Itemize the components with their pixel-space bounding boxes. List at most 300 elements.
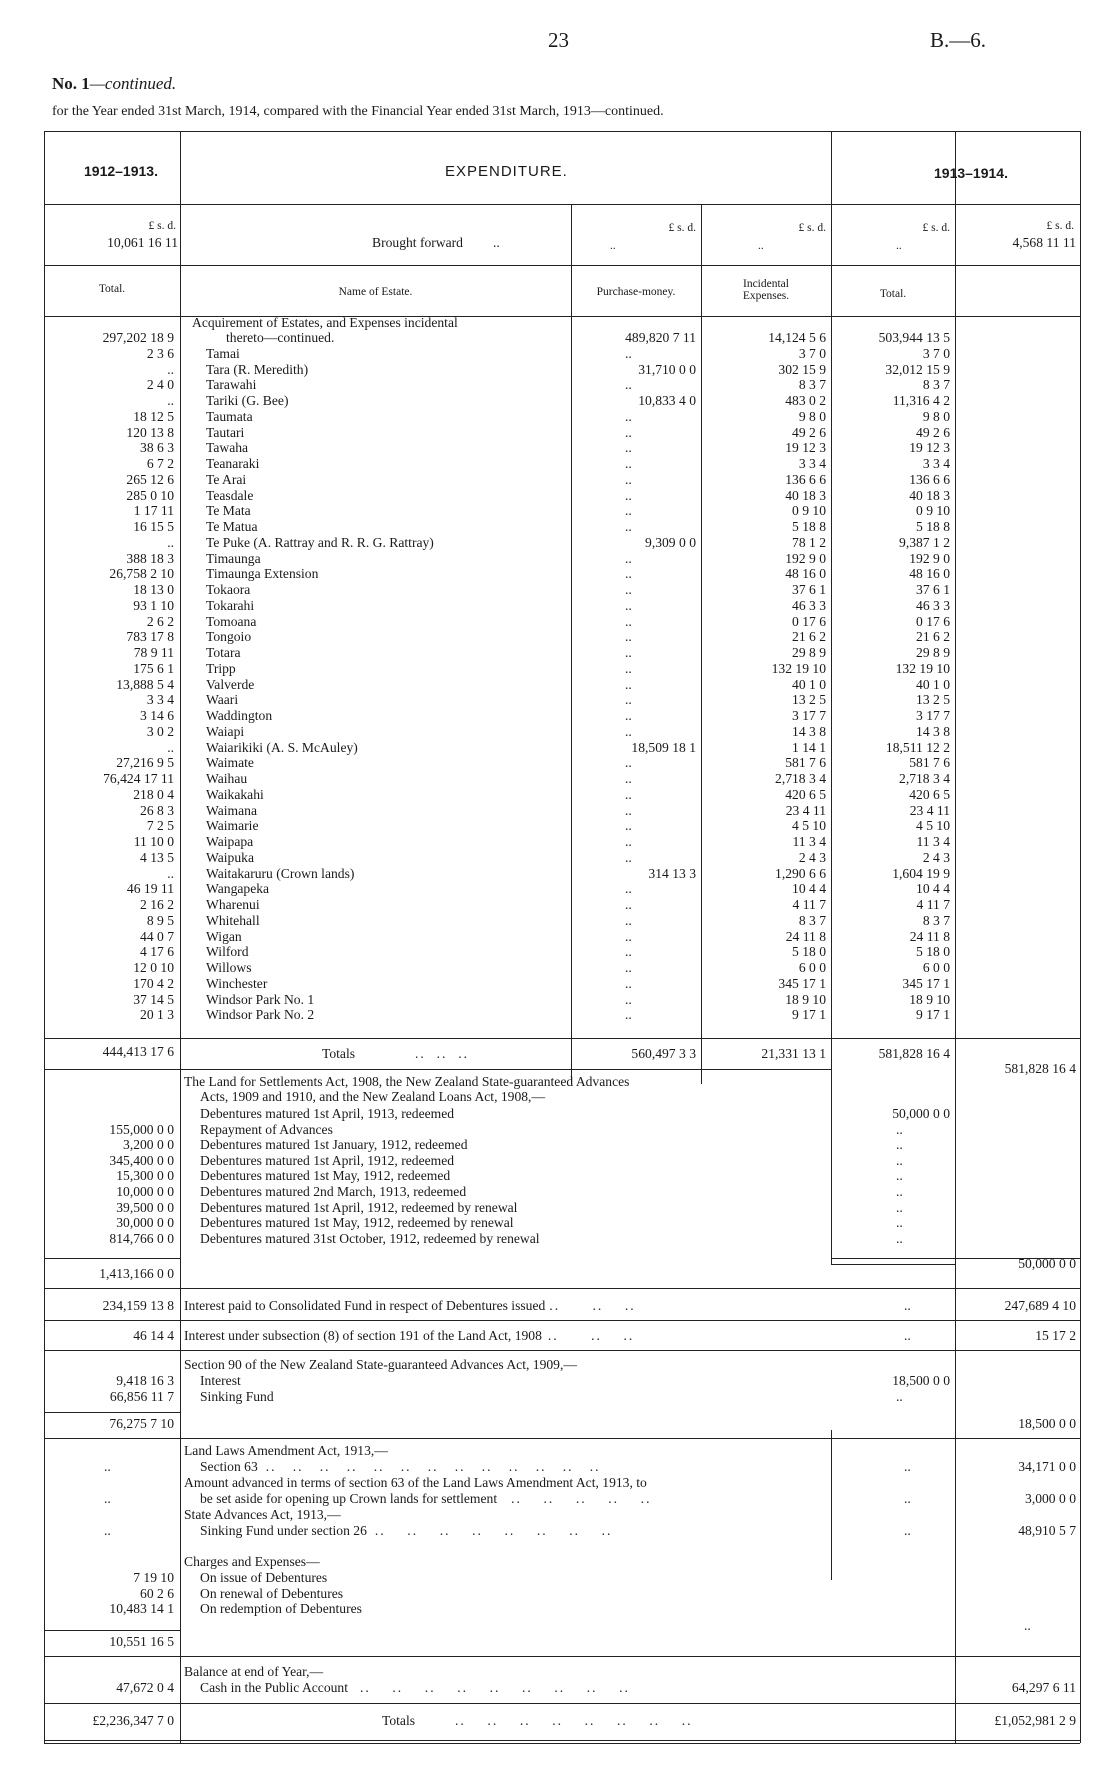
estate-1913-value: 37 14 5 xyxy=(133,991,174,1007)
estate-1913-value: 20 1 3 xyxy=(140,1007,174,1023)
estate-total-1914: 21 6 2 xyxy=(916,629,950,645)
estate-1913-value: 3 14 6 xyxy=(140,708,174,723)
estate-name xyxy=(206,755,254,771)
table-number xyxy=(52,74,176,94)
estate-total-1914: 2,718 3 4 xyxy=(899,771,950,786)
estate-incidental-expenses: 40 1 0 xyxy=(792,676,826,692)
estate-incidental-expenses: 3 7 0 xyxy=(798,345,826,361)
interest-sub-label: Interest under subsection (8) of section 191 of the Land Act, 1908 .. .. .. xyxy=(184,1328,635,1343)
estate-incidental-expenses: 302 15 9 xyxy=(778,361,826,377)
estate-purchase-money: 489,820 7 11 xyxy=(625,330,696,345)
land-act-1913-value: 15,300 0 0 xyxy=(116,1168,174,1184)
estate-purchase-money: .. xyxy=(625,771,632,786)
estate-name xyxy=(206,551,261,567)
estate-name-text: Teanaraki xyxy=(206,456,260,471)
col-header-purchase-money: Purchase-money. xyxy=(596,286,676,298)
estate-name xyxy=(206,913,260,929)
estate-1913-value: .. xyxy=(167,534,174,550)
estate-purchase-money: .. xyxy=(625,440,632,456)
sinking-fund-26-total: .. xyxy=(904,1523,911,1538)
estate-1913-value: 388 18 3 xyxy=(126,550,174,566)
estate-1913-value: 18 12 5 xyxy=(133,408,174,424)
estate-purchase-money: .. xyxy=(625,660,632,676)
estate-name xyxy=(206,992,314,1008)
estate-name-text: Waipapa xyxy=(206,834,254,849)
estate-1913-value: .. xyxy=(167,393,174,408)
estate-total-1914: 40 18 3 xyxy=(909,487,950,503)
balance-1914: 64,297 6 11 xyxy=(1011,1680,1076,1695)
totals-1914: 581,828 16 4 xyxy=(1004,1061,1076,1076)
estate-1913-value: 27,216 9 5 xyxy=(116,755,174,771)
section90-item-label: Sinking Fund xyxy=(200,1388,274,1404)
land-act-rule-1914 xyxy=(831,1264,955,1265)
estate-1913-value: 12 0 10 xyxy=(133,960,174,975)
estate-1913-value: 2 6 2 xyxy=(146,613,174,629)
estate-1913-value: 4 13 5 xyxy=(140,849,174,865)
bf-purchase-currency: £ s. d. xyxy=(668,222,696,234)
estate-name xyxy=(206,661,236,677)
land-act-item-total: .. xyxy=(896,1184,903,1199)
estate-total-1914: 40 1 0 xyxy=(916,676,950,692)
estate-incidental-expenses: 420 6 5 xyxy=(785,786,826,802)
estate-name-text: Windsor Park No. 1 xyxy=(206,991,315,1007)
table-right-border xyxy=(1080,131,1081,1743)
estate-name-text: Tomoana xyxy=(206,613,257,629)
amount-advanced-1913: .. xyxy=(104,1491,111,1506)
estate-total-1914: 29 8 9 xyxy=(916,645,950,660)
land-act-subtotal-1913: 1,413,166 0 0 xyxy=(99,1266,174,1281)
estate-total-1914: 9 8 0 xyxy=(922,408,950,424)
estate-1913-value: 297,202 18 9 xyxy=(102,330,174,345)
land-act-item-label: Debentures matured 1st April, 1913, redeemed xyxy=(200,1106,455,1121)
estate-incidental-expenses: 48 16 0 xyxy=(785,566,826,582)
land-act-item-label: Debentures matured 2nd March, 1913, redeemed xyxy=(200,1184,467,1199)
estate-total-1914: 503,944 13 5 xyxy=(878,330,950,345)
estate-name xyxy=(206,976,267,992)
totals-label: Totals .. .. .. xyxy=(322,1046,470,1061)
land-act-item-label: Debentures matured 1st April, 1912, redeemed xyxy=(200,1152,455,1168)
estate-purchase-money: .. xyxy=(625,566,632,582)
estate-purchase-money: 9,309 0 0 xyxy=(645,534,696,550)
estate-name xyxy=(206,834,253,850)
estate-name xyxy=(206,409,253,425)
col-sep-incidental xyxy=(701,204,702,1084)
land-act-item-total: 50,000 0 0 xyxy=(892,1106,950,1121)
estate-name-text: Tripp xyxy=(206,660,236,676)
estate-name-text: Waikakahi xyxy=(206,786,264,802)
estate-name-text: Tawaha xyxy=(206,440,249,456)
section90-1913-value: 9,418 16 3 xyxy=(116,1373,174,1388)
bf-total-dots: .. xyxy=(896,240,902,252)
estate-purchase-money: .. xyxy=(625,456,632,471)
estate-name xyxy=(206,535,434,551)
estate-total-1914: 13 2 5 xyxy=(916,692,950,708)
estate-purchase-money: .. xyxy=(625,1007,632,1023)
estate-total-1914: 37 6 1 xyxy=(916,582,950,597)
bf-incidental-dots: .. xyxy=(758,240,764,252)
estate-incidental-expenses: 192 9 0 xyxy=(785,550,826,566)
estate-name-text: Totara xyxy=(206,645,241,660)
amount-advanced-total: .. xyxy=(904,1491,911,1506)
totals-total: 581,828 16 4 xyxy=(878,1046,950,1061)
section90-heading: Section 90 of the New Zealand State-guaranteed Advances Act, 1909,— xyxy=(184,1357,577,1372)
land-act-item-label: Debentures matured 31st October, 1912, redeemed by renewal xyxy=(200,1230,540,1246)
land-act-1913-value: 10,000 0 0 xyxy=(116,1184,174,1199)
land-act-item-label: Debentures matured 1st May, 1912, redeemed xyxy=(200,1168,451,1184)
estate-total-1914: 5 18 8 xyxy=(916,519,950,534)
bf-1913-currency: £ s. d. xyxy=(148,220,176,232)
estate-name-text: Te Puke (A. Rattray and R. R. G. Rattray) xyxy=(206,534,434,550)
land-act-subtotal-1914: 50,000 0 0 xyxy=(1018,1256,1076,1271)
estate-incidental-expenses: 2 4 3 xyxy=(798,849,826,865)
table-left-border xyxy=(44,131,45,1743)
page-number: 23 xyxy=(548,28,569,52)
estate-1913-value: 2 3 6 xyxy=(146,345,174,361)
estate-name xyxy=(206,425,244,441)
sinking-fund-26-1914: 48,910 5 7 xyxy=(1018,1523,1076,1538)
estate-name-text: Tokarahi xyxy=(206,597,255,613)
interest-rule xyxy=(44,1320,1080,1321)
estate-name xyxy=(206,866,354,882)
estate-name-text: Timaunga xyxy=(206,550,261,566)
estate-name xyxy=(206,519,258,535)
estate-total-1914: 132 19 10 xyxy=(895,660,950,676)
estate-1913-value: 120 13 8 xyxy=(126,424,174,440)
estate-total-1914: 192 9 0 xyxy=(909,550,950,566)
table-top-border xyxy=(44,131,1080,132)
col-header-1913-1914: 1913–1914. xyxy=(934,165,1008,181)
estate-1913-value: 8 9 5 xyxy=(146,912,174,928)
estate-purchase-money: .. xyxy=(625,692,632,708)
estate-incidental-expenses: 1 14 1 xyxy=(792,739,826,755)
estate-name xyxy=(206,881,269,897)
estate-1913-value: .. xyxy=(167,739,174,755)
estate-incidental-expenses: 23 4 11 xyxy=(785,802,826,818)
estate-total-1914: 32,012 15 9 xyxy=(885,361,950,377)
estate-total-1914: 11 3 4 xyxy=(916,834,950,849)
estate-purchase-money: .. xyxy=(625,471,632,487)
estate-purchase-money: .. xyxy=(625,519,632,534)
estate-name-text: Waitakaruru (Crown lands) xyxy=(206,865,355,881)
estate-name-text: Wigan xyxy=(206,928,242,944)
estate-total-1914: 0 17 6 xyxy=(916,613,950,629)
estate-incidental-expenses: 581 7 6 xyxy=(785,755,826,771)
charges-1913-value: 7 19 10 xyxy=(133,1570,174,1585)
estate-name xyxy=(206,598,254,614)
charges-heading: Charges and Expenses— xyxy=(184,1554,320,1569)
land-act-item-total: .. xyxy=(896,1121,903,1137)
interest-paid-total: .. xyxy=(904,1298,911,1313)
estate-name xyxy=(206,692,238,708)
estate-incidental-expenses: 483 0 2 xyxy=(785,393,826,408)
col-header-1912-1913: 1912–1913. xyxy=(84,163,158,179)
estate-name-text: Waipuka xyxy=(206,849,254,865)
estate-name xyxy=(206,614,256,630)
estate-total-1914: 4 5 10 xyxy=(916,818,950,834)
estate-1913-value: 265 12 6 xyxy=(126,471,174,487)
estate-name-text: Te Matua xyxy=(206,519,258,534)
estate-total-1914: 11,316 4 2 xyxy=(892,393,950,408)
estate-purchase-money: .. xyxy=(625,613,632,629)
table-bottom-border xyxy=(44,1740,1080,1741)
interest-paid-1914: 247,689 4 10 xyxy=(1004,1298,1076,1313)
estate-total-1914: 5 18 0 xyxy=(916,944,950,960)
estate-purchase-money: .. xyxy=(625,897,632,912)
section90-item-label: Interest xyxy=(200,1373,241,1388)
estate-incidental-expenses: 19 12 3 xyxy=(785,440,826,456)
col-header-incidental xyxy=(701,278,831,302)
estate-purchase-money: .. xyxy=(625,645,632,660)
estate-purchase-money: 314 13 3 xyxy=(648,865,696,881)
sinking-fund-26-1913: .. xyxy=(104,1523,111,1538)
estate-1913-value: 11 10 0 xyxy=(133,834,174,849)
estate-incidental-expenses: 9 17 1 xyxy=(792,1007,826,1023)
sinking-fund-26-label: Sinking Fund under section 26 .. .. .. .. .. .. .. .. xyxy=(200,1523,613,1538)
header-rule-1 xyxy=(44,204,1080,205)
balance-1913: 47,672 0 4 xyxy=(116,1680,174,1695)
estate-name-text: Waddington xyxy=(206,708,273,723)
estate-purchase-money: .. xyxy=(625,582,632,597)
estate-name xyxy=(206,393,288,409)
estate-name-text: Teasdale xyxy=(206,487,254,503)
interest-sub-1914: 15 17 2 xyxy=(1035,1328,1076,1343)
estate-total-1914: 18 9 10 xyxy=(909,991,950,1007)
charges-item-label: On renewal of Debentures xyxy=(200,1585,344,1601)
balance-heading: Balance at end of Year,— xyxy=(184,1664,324,1679)
estate-purchase-money: .. xyxy=(625,708,632,723)
charges-1913-value: 10,483 14 1 xyxy=(109,1601,174,1617)
estate-total-1914: 2 4 3 xyxy=(922,849,950,865)
col-header-total-1914: Total. xyxy=(879,288,907,300)
land-act-item-label: Debentures matured 1st April, 1912, redeemed by renewal xyxy=(200,1199,518,1215)
totals-rule-bottom xyxy=(180,1069,831,1070)
section90-item-total: .. xyxy=(896,1388,903,1404)
estate-name xyxy=(206,944,249,960)
bf-incidental-currency: £ s. d. xyxy=(798,222,826,234)
estate-purchase-money: .. xyxy=(625,377,632,393)
estate-1913-value: 46 19 11 xyxy=(126,881,174,897)
totals-purchase: 560,497 3 3 xyxy=(631,1046,696,1061)
estate-incidental-expenses: 29 8 9 xyxy=(792,645,826,660)
estate-1913-value: 44 0 7 xyxy=(140,928,174,944)
estate-1913-value: 7 2 5 xyxy=(146,818,174,834)
estate-purchase-money: .. xyxy=(625,487,632,503)
estate-name xyxy=(206,377,256,393)
estate-total-1914: 1,604 19 9 xyxy=(892,865,950,881)
estate-name xyxy=(206,488,253,504)
estate-name-text: Waiapi xyxy=(206,723,245,739)
estate-1913-value: 16 15 5 xyxy=(133,519,174,534)
col-sep-1914 xyxy=(955,131,956,1743)
estate-incidental-expenses: 136 6 6 xyxy=(785,471,826,487)
charges-total-rule xyxy=(44,1656,1080,1657)
land-act-item-label: Debentures matured 1st January, 1912, redeemed xyxy=(200,1137,468,1153)
charges-item-label: On redemption of Debentures xyxy=(200,1601,362,1617)
estate-name-text: Te Mata xyxy=(206,503,251,519)
estate-incidental-expenses: 0 9 10 xyxy=(792,503,826,519)
estate-1913-value: 26,758 2 10 xyxy=(109,566,174,582)
balance-label: Cash in the Public Account .. .. .. .. .. .. .. .. .. xyxy=(200,1680,630,1695)
estate-1913-value: 2 4 0 xyxy=(146,377,174,393)
estate-name xyxy=(206,771,247,787)
col-header-name-of-estate: Name of Estate. xyxy=(338,286,413,298)
estate-purchase-money: 18,509 18 1 xyxy=(631,739,696,755)
estate-name xyxy=(206,803,257,819)
estate-name xyxy=(206,897,260,913)
totals-1913: 444,413 17 6 xyxy=(102,1044,174,1059)
estate-name xyxy=(206,566,318,582)
estate-incidental-expenses: 6 0 0 xyxy=(798,960,826,975)
totals-rule-top xyxy=(44,1038,1080,1039)
estate-total-1914: 420 6 5 xyxy=(909,786,950,802)
estate-1913-value: 175 6 1 xyxy=(133,660,174,676)
estate-name-text: Waimate xyxy=(206,755,254,771)
estate-total-1914: 3 3 4 xyxy=(922,456,950,471)
estate-1913-value: 285 0 10 xyxy=(126,487,174,503)
estate-1913-value: 6 7 2 xyxy=(146,456,174,471)
section90-1913-value: 66,856 11 7 xyxy=(109,1388,174,1404)
col-header-total-1913: Total. xyxy=(98,283,126,295)
amount-advanced-line2: be set aside for opening up Crown lands for settlement .. .. .. .. .. xyxy=(200,1491,652,1506)
estate-purchase-money: .. xyxy=(625,550,632,566)
estate-total-1914: 9,387 1 2 xyxy=(899,534,950,550)
estate-name-text: Valverde xyxy=(206,676,255,692)
estate-1913-value: 170 4 2 xyxy=(133,975,174,991)
section90-subtotal-1914: 18,500 0 0 xyxy=(1018,1416,1076,1431)
estate-1913-value: .. xyxy=(167,361,174,377)
estate-incidental-expenses: 14 3 8 xyxy=(792,723,826,739)
page-subtitle: for the Year ended 31st March, 1914, compared with the Financial Year ended 31st March, 1913—continued. xyxy=(52,104,664,119)
estate-purchase-money: 31,710 0 0 xyxy=(638,361,696,377)
estate-incidental-expenses: 13 2 5 xyxy=(792,692,826,708)
col-sep-total-lower xyxy=(831,1430,832,1580)
estate-name xyxy=(206,850,254,866)
estate-name-text: Willows xyxy=(206,960,252,975)
estate-name-text: Waimarie xyxy=(206,818,259,834)
estate-name xyxy=(206,787,264,803)
land-act-1913-value: 30,000 0 0 xyxy=(116,1215,174,1231)
estate-total-1914: 3 17 7 xyxy=(916,708,950,723)
totals-incidental: 21,331 13 1 xyxy=(761,1046,826,1061)
amount-advanced-line1: Amount advanced in terms of section 63 of the Land Laws Amendment Act, 1913, to xyxy=(184,1475,647,1490)
estate-name xyxy=(206,456,259,472)
estate-name-text: Tariki (G. Bee) xyxy=(206,393,289,408)
estate-purchase-money: .. xyxy=(625,676,632,692)
estate-name xyxy=(206,960,252,976)
land-act-heading-line1: The Land for Settlements Act, 1908, the New Zealand State-guaranteed Advances xyxy=(184,1074,630,1089)
section90-rule xyxy=(44,1412,180,1413)
interest-paid-label: Interest paid to Consolidated Fund in respect of Debentures issued .. .. .. xyxy=(184,1298,636,1313)
estate-incidental-expenses: 8 3 7 xyxy=(798,912,826,928)
land-act-item-total: .. xyxy=(896,1168,903,1184)
bf-total-currency: £ s. d. xyxy=(922,222,950,234)
estate-name-text: Te Arai xyxy=(206,471,247,487)
estate-incidental-expenses: 46 3 3 xyxy=(792,597,826,613)
estate-total-1914: 3 7 0 xyxy=(922,345,950,361)
grand-total-label: Totals .. .. .. .. .. .. .. .. xyxy=(382,1713,693,1728)
estate-name-text: Tongoio xyxy=(206,629,252,645)
estate-1913-value: 76,424 17 11 xyxy=(103,771,174,786)
estate-name-text: Waihau xyxy=(206,771,248,786)
estate-incidental-expenses: 132 19 10 xyxy=(771,660,826,676)
bf-1914-value: 4,568 11 11 xyxy=(1012,235,1076,250)
estate-incidental-expenses: 21 6 2 xyxy=(792,629,826,645)
section63-label: Section 63 .. .. .. .. .. .. .. .. .. .. .. .. .. xyxy=(200,1459,601,1474)
estate-incidental-expenses: 4 11 7 xyxy=(792,897,826,912)
estate-purchase-money: .. xyxy=(625,723,632,739)
estate-incidental-expenses: 5 18 8 xyxy=(792,519,826,534)
estate-name-text: Tokaora xyxy=(206,582,251,597)
table-number-continued: —continued. xyxy=(89,74,177,93)
estate-incidental-expenses: 37 6 1 xyxy=(792,582,826,597)
estate-1913-value: 783 17 8 xyxy=(126,629,174,645)
estate-purchase-money: .. xyxy=(625,960,632,975)
estate-name xyxy=(206,346,240,362)
col-sep-total xyxy=(831,131,832,1264)
estate-name xyxy=(206,362,308,378)
land-act-item-total: .. xyxy=(896,1215,903,1231)
land-act-1913-value: 814,766 0 0 xyxy=(109,1230,174,1246)
estate-name-text: Tara (R. Meredith) xyxy=(206,361,309,377)
estate-purchase-money: .. xyxy=(625,597,632,613)
estate-incidental-expenses: 24 11 8 xyxy=(785,928,826,944)
estate-1913-value: .. xyxy=(167,865,174,881)
table-bottom-border-double xyxy=(44,1743,1080,1744)
table-number-label: No. 1 xyxy=(52,74,90,93)
interest-paid-1913: 234,159 13 8 xyxy=(102,1298,174,1313)
estate-name-text: Wangapeka xyxy=(206,881,270,897)
totals-rule-left xyxy=(44,1069,180,1070)
estate-purchase-money: .. xyxy=(625,424,632,440)
bf-1914-currency: £ s. d. xyxy=(1046,220,1074,232)
estate-total-1914: 0 9 10 xyxy=(916,503,950,519)
estate-purchase-money: .. xyxy=(625,629,632,645)
estate-1913-value: 3 0 2 xyxy=(146,723,174,739)
section90-item-total: 18,500 0 0 xyxy=(892,1373,950,1388)
section90-total-rule xyxy=(44,1438,1080,1439)
land-act-item-label: Repayment of Advances xyxy=(200,1121,333,1137)
land-act-1913-value: 39,500 0 0 xyxy=(116,1199,174,1215)
estate-1913-value: 3 3 4 xyxy=(146,692,174,708)
col-header-incidental-2: Expenses. xyxy=(742,290,790,302)
estate-name xyxy=(206,929,242,945)
estate-name-text: Waiarikiki (A. S. McAuley) xyxy=(206,739,358,755)
estate-purchase-money: 10,833 4 0 xyxy=(638,393,696,408)
bf-1913-value: 10,061 16 11 xyxy=(107,235,178,250)
estate-name xyxy=(206,677,254,693)
estate-incidental-expenses: 3 17 7 xyxy=(792,708,826,723)
estate-name xyxy=(206,708,272,724)
estate-name-text: Windsor Park No. 2 xyxy=(206,1007,315,1023)
estate-incidental-expenses: 9 8 0 xyxy=(798,408,826,424)
estate-1913-value: 78 9 11 xyxy=(133,645,174,660)
estate-incidental-expenses: 5 18 0 xyxy=(792,944,826,960)
estate-name xyxy=(206,503,251,519)
estate-incidental-expenses: 49 2 6 xyxy=(792,424,826,440)
estate-purchase-money: .. xyxy=(625,881,632,897)
estate-purchase-money: .. xyxy=(625,975,632,991)
estate-name xyxy=(206,472,246,488)
estate-purchase-money: .. xyxy=(625,755,632,771)
land-act-item-total: .. xyxy=(896,1152,903,1168)
land-laws-heading: Land Laws Amendment Act, 1913,— xyxy=(184,1443,388,1458)
estate-name-text: Whitehall xyxy=(206,912,260,928)
land-act-rule xyxy=(44,1258,180,1259)
land-act-total-rule xyxy=(44,1288,1080,1289)
charges-1914: .. xyxy=(1024,1618,1031,1633)
grand-total-1914: £1,052,981 2 9 xyxy=(994,1713,1076,1728)
land-act-1913-value: 345,400 0 0 xyxy=(109,1152,174,1168)
